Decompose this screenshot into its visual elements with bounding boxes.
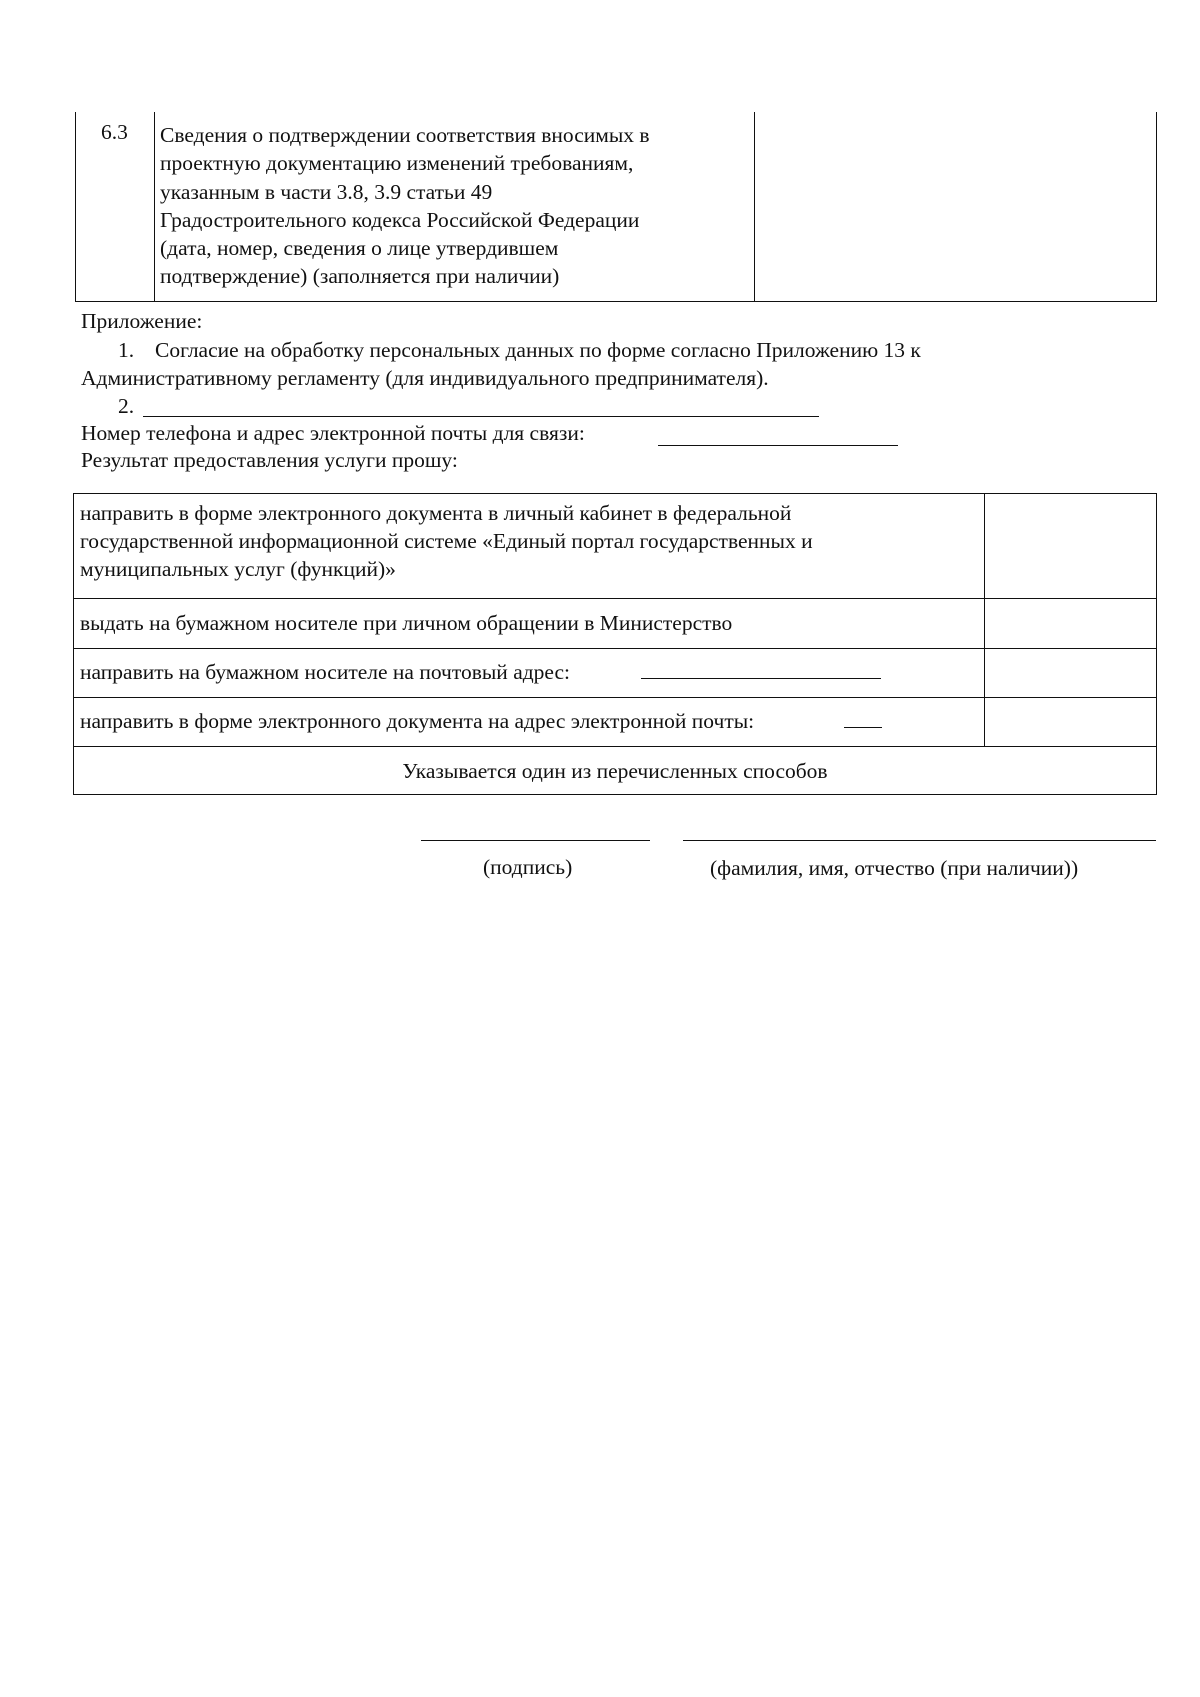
attachment-item-2-field[interactable] xyxy=(143,396,819,417)
attachment-item-2-number: 2. xyxy=(118,394,135,418)
row-number: 6.3 xyxy=(101,120,128,144)
option-paper-in-person-checkbox[interactable] xyxy=(984,599,1156,648)
contact-label: Номер телефона и адрес электронной почты для связи: xyxy=(81,421,585,445)
option-epgu-checkbox[interactable] xyxy=(984,494,1156,598)
row-description-line: (дата, номер, сведения о лице утвердившем xyxy=(160,236,559,261)
option-row-epgu xyxy=(74,494,1156,598)
options-footer-row xyxy=(74,746,1156,794)
table-border-bottom xyxy=(75,301,1157,302)
table-divider-1 xyxy=(154,112,155,302)
option-paper-mail-checkbox[interactable] xyxy=(984,649,1156,697)
option-text-line: направить в форме электронного документа на адрес электронной почты: xyxy=(80,709,755,733)
option-text xyxy=(80,707,754,735)
row-value-field[interactable] xyxy=(757,114,1153,299)
row-description-line: проектную документацию изменений требованиям, xyxy=(160,151,634,176)
option-text xyxy=(80,658,570,686)
result-label: Результат предоставления услуги прошу: xyxy=(81,448,458,472)
row-description xyxy=(160,121,750,291)
option-row-paper-mail xyxy=(74,648,1156,697)
table-border-right xyxy=(1156,112,1157,302)
result-options-table xyxy=(73,493,1157,795)
signature-line[interactable] xyxy=(421,840,650,841)
option-text-line: направить на бумажном носителе на почтовый адрес: xyxy=(80,660,571,684)
full-name-caption: (фамилия, имя, отчество (при наличии)) xyxy=(710,856,1079,880)
options-footer-text: Указывается один из перечисленных способов xyxy=(402,759,828,783)
email-address-field[interactable] xyxy=(844,707,882,728)
row-description-line: Сведения о подтверждении соответствия вносимых в xyxy=(160,123,650,147)
option-text xyxy=(80,609,732,637)
full-name-line[interactable] xyxy=(683,840,1156,841)
postal-address-field[interactable] xyxy=(641,658,881,679)
row-6-3-table xyxy=(75,112,1157,302)
row-description-line: указанным в части 3.8, 3.9 статьи 49 xyxy=(160,179,493,204)
attachments-heading: Приложение: xyxy=(81,309,203,333)
option-text-line: выдать на бумажном носителе при личном обращении в Министерство xyxy=(80,611,733,635)
contact-field[interactable] xyxy=(658,425,898,446)
option-text-line: направить в форме электронного документа в личный кабинет в федеральной xyxy=(80,501,792,525)
row-description-line: Градостроительного кодекса Российской Федерации xyxy=(160,207,640,232)
option-text-line: государственной информационной системе «Единый портал государственных и xyxy=(80,529,813,553)
option-email-checkbox[interactable] xyxy=(984,698,1156,746)
option-text-line: муниципальных услуг (функций)» xyxy=(80,557,396,581)
row-description-line: подтверждение) (заполняется при наличии) xyxy=(160,264,560,289)
signature-caption: (подпись) xyxy=(483,855,573,879)
table-border-left xyxy=(75,112,76,302)
attachment-item-1-line-1: Согласие на обработку персональных данных по форме согласно Приложению 13 к xyxy=(155,338,921,362)
option-row-paper-in-person xyxy=(74,598,1156,648)
option-row-email xyxy=(74,697,1156,746)
option-text xyxy=(80,499,813,583)
attachment-item-1-number: 1. xyxy=(118,338,135,362)
attachment-item-1-line-2: Административному регламенту (для индивидуального предпринимателя). xyxy=(81,366,769,390)
table-divider-2 xyxy=(754,112,755,302)
